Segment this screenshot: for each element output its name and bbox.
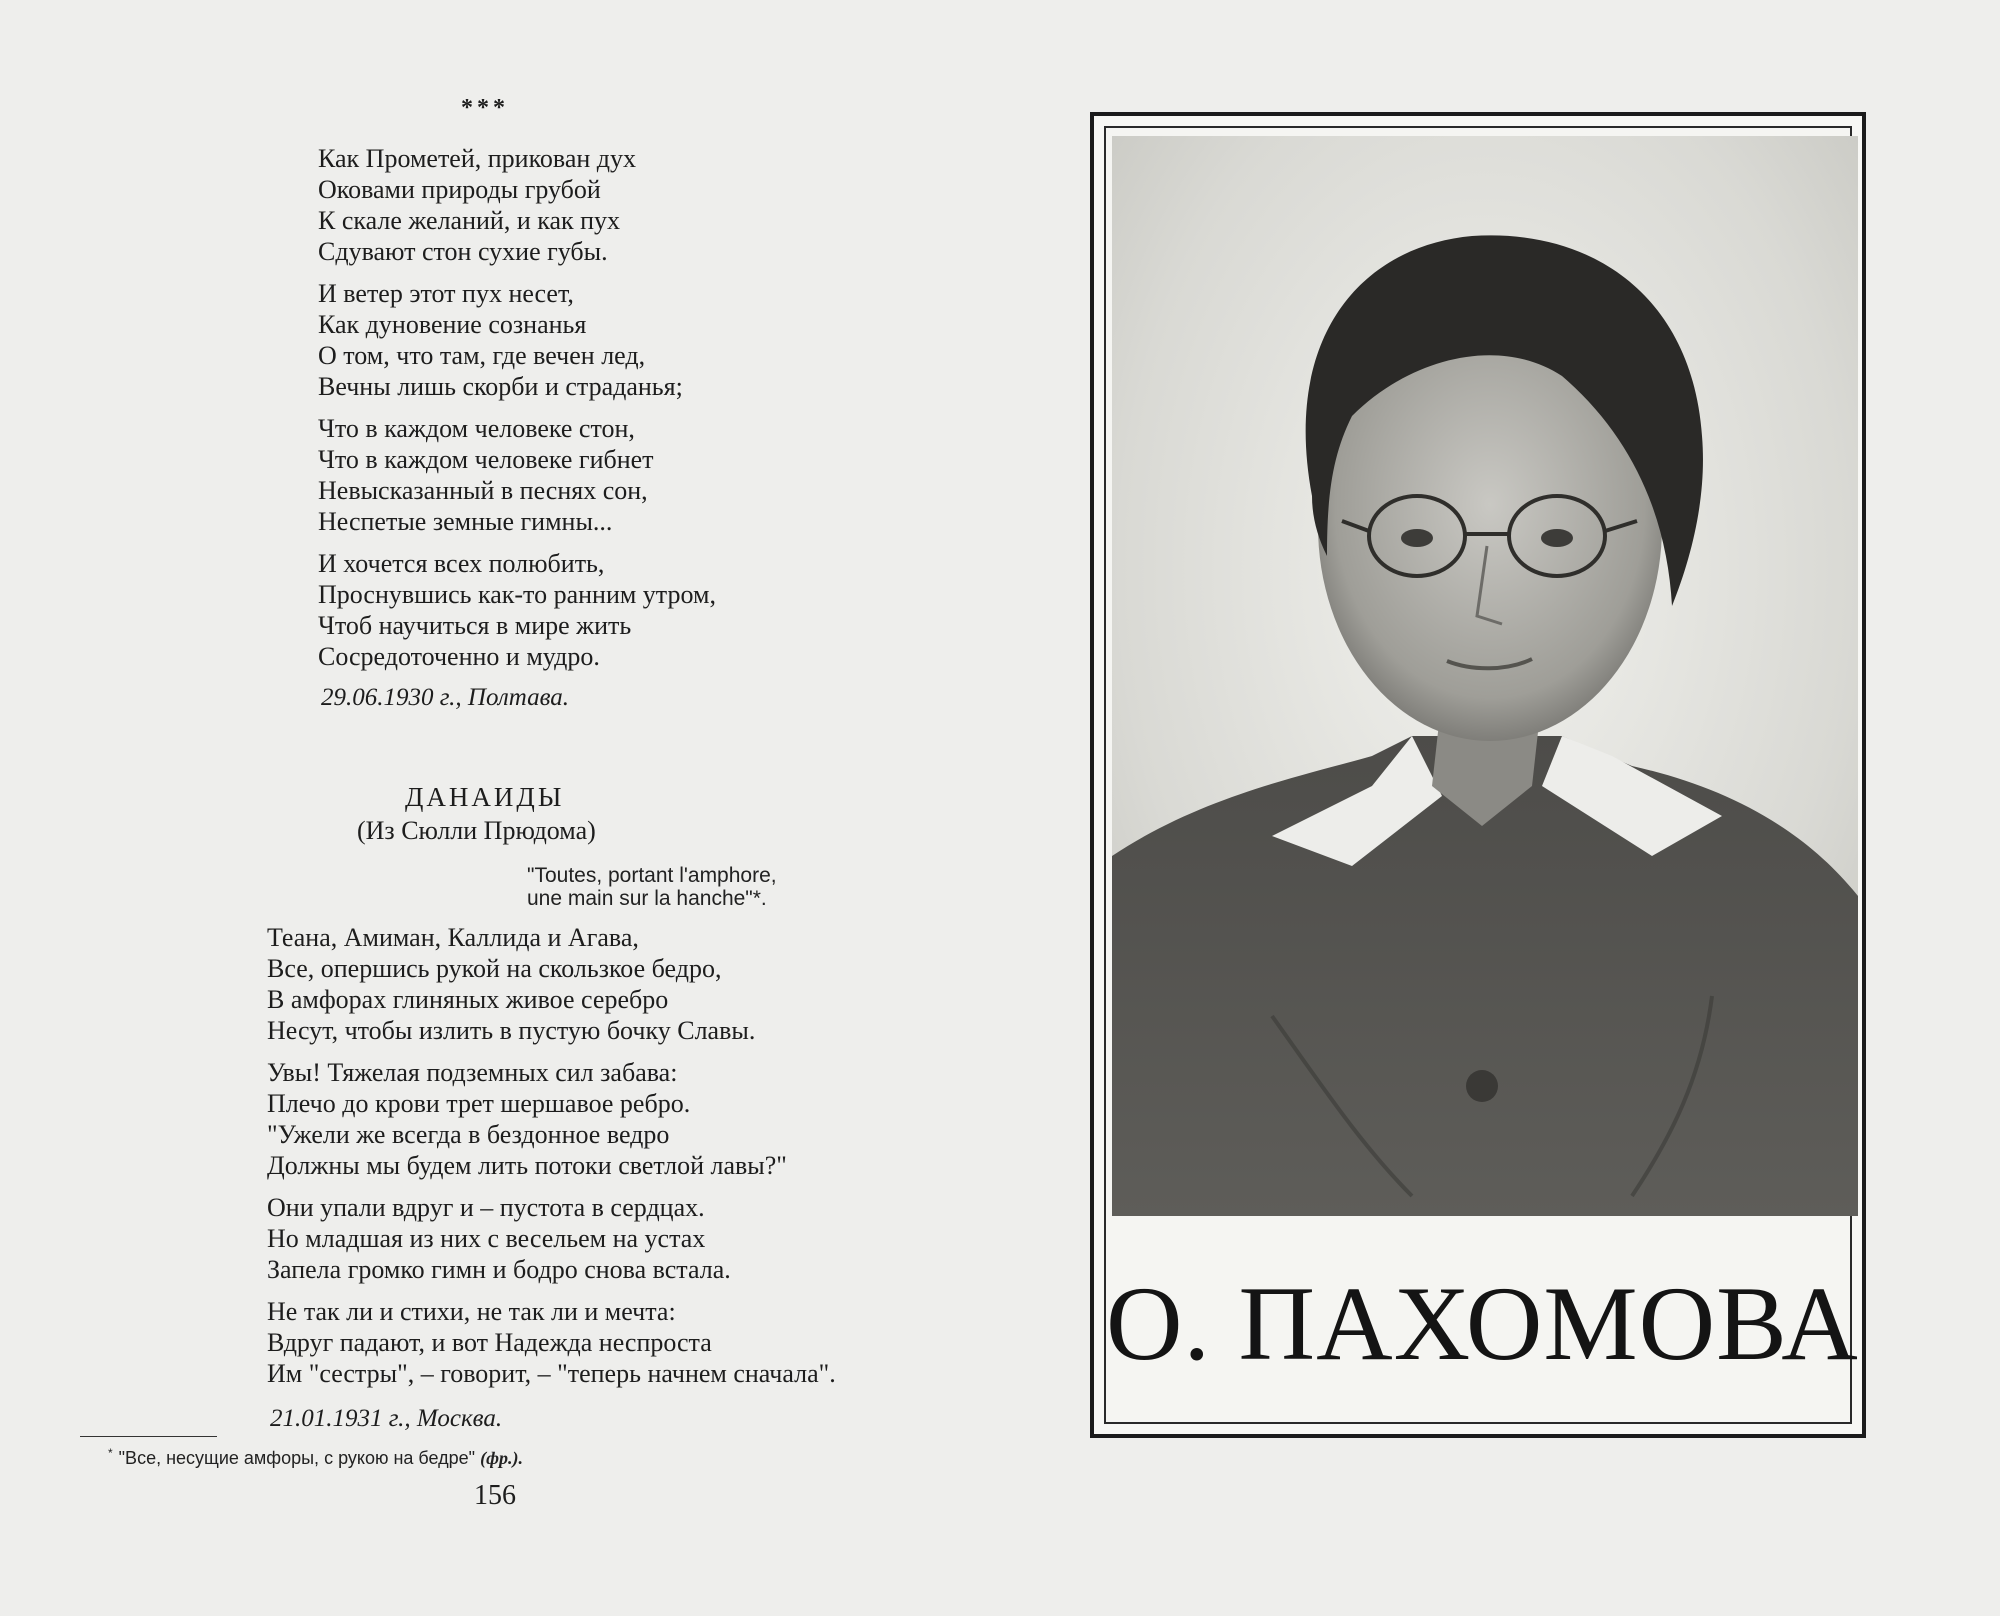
poem2-body <box>267 922 836 1400</box>
poem1-stanza-2 <box>318 278 716 402</box>
poem1-stanza-4 <box>318 548 716 672</box>
poem-line: Вечны лишь скорби и страданья; <box>318 372 683 401</box>
poem-line: Как дуновение сознанья <box>318 310 587 339</box>
poem-line: Все, опершись рукой на скользкое бедро, <box>267 954 722 983</box>
poem-line: Проснувшись как-то ранним утром, <box>318 580 716 609</box>
poem2-title: ДАНАИДЫ <box>405 782 565 812</box>
poem-line: К скале желаний, и как пух <box>318 206 621 235</box>
poem-line: Что в каждом человеке стон, <box>318 414 635 443</box>
poem2-epigraph <box>527 864 777 910</box>
poem1-stanza-1 <box>318 143 716 267</box>
footnote <box>108 1446 523 1469</box>
page-number: 156 <box>474 1480 516 1511</box>
poem2-stanza-2 <box>267 1057 836 1181</box>
poem-line: Чтоб научиться в мире жить <box>318 611 632 640</box>
poem2-subtitle: (Из Сюлли Прюдома) <box>357 816 596 845</box>
poem-line: Но младшая из них с весельем на устах <box>267 1224 706 1253</box>
poem-line: Им "сестры", – говорит, – "теперь начнем сначала". <box>267 1359 836 1388</box>
poem-line: Теана, Амиман, Каллида и Агава, <box>267 923 639 952</box>
poem-line: Должны мы будем лить потоки светлой лавы?" <box>267 1151 787 1180</box>
poem1-date: 29.06.1930 г., Полтава. <box>321 684 570 711</box>
author-portrait-frame <box>1090 112 1866 1438</box>
poem-line: Они упали вдруг и – пустота в сердцах. <box>267 1193 705 1222</box>
poem-line: И ветер этот пух несет, <box>318 279 574 308</box>
poem-line: Сдувают стон сухие губы. <box>318 237 608 266</box>
portrait-photo-icon <box>1112 136 1858 1216</box>
poem-line: Как Прометей, прикован дух <box>318 144 637 173</box>
poem2-stanza-3 <box>267 1192 836 1285</box>
poem-line: Не так ли и стихи, не так ли и мечта: <box>267 1297 676 1326</box>
poem-line: Сосредоточенно и мудро. <box>318 642 600 671</box>
poem1-body <box>318 143 716 683</box>
epigraph-line: une main sur la hanche"*. <box>527 887 767 910</box>
poem2-date: 21.01.1931 г., Москва. <box>270 1405 503 1432</box>
portrait-inner-border <box>1104 126 1859 1424</box>
poem-line: Вдруг падают, и вот Надежда неспроста <box>267 1328 712 1357</box>
poem-line: О том, что там, где вечен лед, <box>318 341 646 370</box>
poem-line: Несут, чтобы излить в пустую бочку Славы. <box>267 1016 756 1045</box>
poem2-stanza-4 <box>267 1296 836 1389</box>
poem1-stanza-3 <box>318 413 716 537</box>
poem-line: Оковами природы грубой <box>318 175 601 204</box>
footnote-mark: * <box>108 1446 113 1460</box>
poem-line: "Ужели же всегда в бездонное ведро <box>267 1120 670 1149</box>
poem-line: Плечо до крови трет шершавое ребро. <box>267 1089 691 1118</box>
author-name: О. ПАХОМОВА <box>1106 1265 1859 1382</box>
poem2-stanza-1 <box>267 922 836 1046</box>
poem-line: Что в каждом человеке гибнет <box>318 445 654 474</box>
poem-line: Запела громко гимн и бодро снова встала. <box>267 1255 731 1284</box>
poem-line: И хочется всех полюбить, <box>318 549 605 578</box>
section-stars: *** <box>461 95 509 121</box>
poem-line: Невысказанный в песнях сон, <box>318 476 648 505</box>
poem-line: Неспетые земные гимны... <box>318 507 613 536</box>
footnote-lang: (фр.). <box>480 1448 523 1468</box>
epigraph-line: "Toutes, portant l'amphore, <box>527 864 777 887</box>
footnote-text: "Все, несущие амфоры, с рукою на бедре" <box>118 1448 476 1468</box>
footnote-divider <box>80 1436 217 1437</box>
poem-line: Увы! Тяжелая подземных сил забава: <box>267 1058 678 1087</box>
poem-line: В амфорах глиняных живое серебро <box>267 985 669 1014</box>
